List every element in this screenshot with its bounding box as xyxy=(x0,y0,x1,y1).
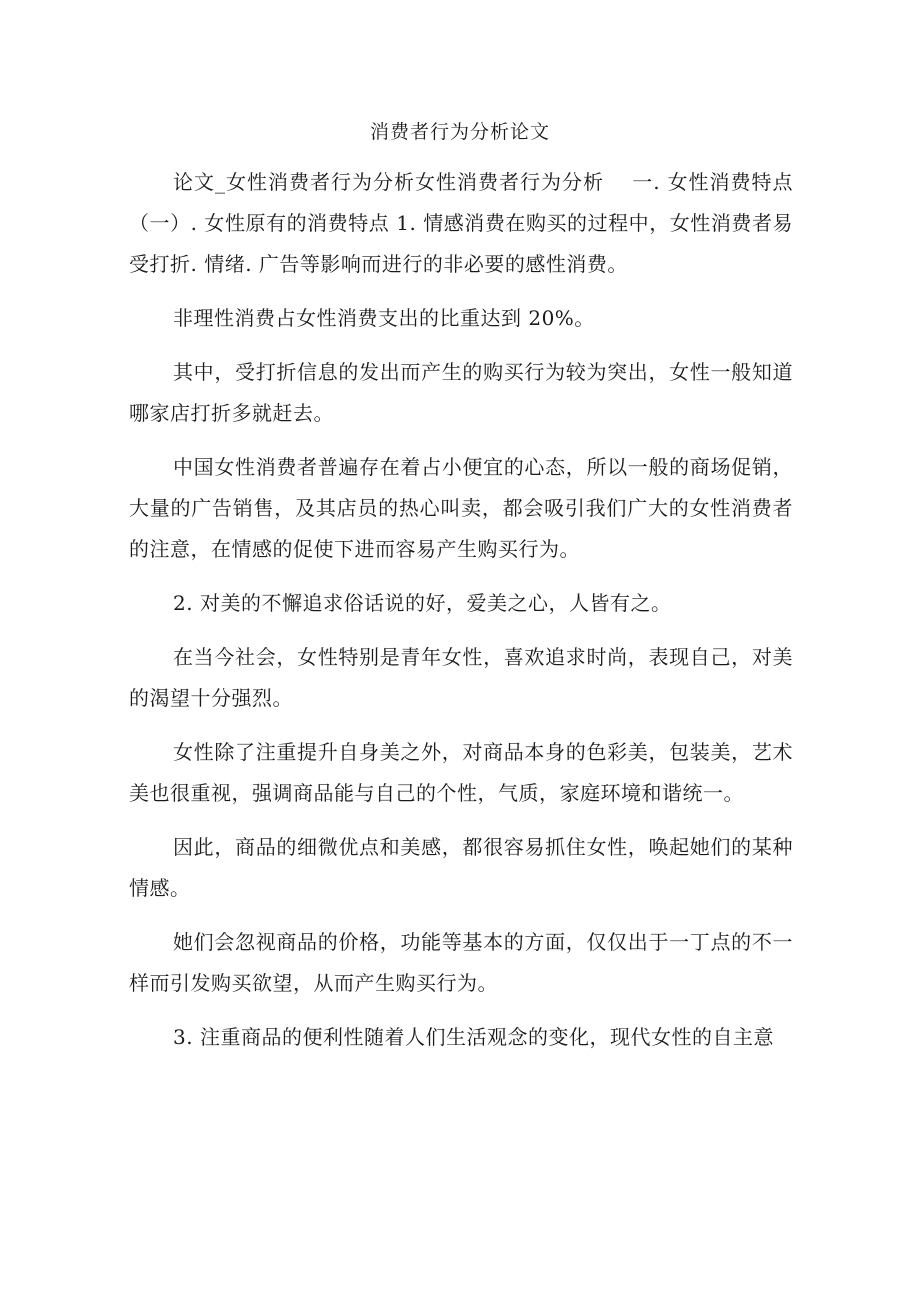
paragraph-10: 3. 注重商品的便利性随着人们生活观念的变化，现代女性的自主意 xyxy=(173,1025,774,1049)
document-title: 消费者行为分析论文 xyxy=(369,121,550,143)
paragraph-3: 其中，受打折信息的发出而产生的购买行为较为突出，女性一般知道哪家店打折多就赶去。 xyxy=(129,360,793,425)
document-body xyxy=(129,162,793,1071)
paragraph-8: 因此，商品的细微优点和美感，都很容易抓住女性，唤起她们的某种情感。 xyxy=(129,835,793,900)
paragraph-4: 中国女性消费者普遍存在着占小便宜的心态，所以一般的商场促销，大量的广告销售，及其店员的热心叫卖，都会吸引我们广大的女性消费者的注意，在情感的促使下进而容易产生购买行为。 xyxy=(129,455,793,561)
paragraph-9: 她们会忽视商品的价格，功能等基本的方面，仅仅出于一丁点的不一样而引发购买欲望，从而产生购买行为。 xyxy=(129,930,793,995)
paragraph-6: 在当今社会，女性特别是青年女性，喜欢追求时尚，表现自己，对美的渴望十分强烈。 xyxy=(129,645,793,710)
paragraph-7: 女性除了注重提升自身美之外，对商品本身的色彩美，包装美，艺术美也很重视，强调商品能与自己的个性，气质，家庭环境和谐统一。 xyxy=(129,740,793,805)
paragraph-2: 非理性消费占女性消费支出的比重达到 20%。 xyxy=(173,306,595,330)
paragraph-5: 2. 对美的不懈追求俗话说的好，爱美之心，人皆有之。 xyxy=(173,591,672,615)
paragraph-1: 论文_女性消费者行为分析女性消费者行为分析 一. 女性消费特点（一）. 女性原有的消费特点 1. 情感消费在购买的过程中，女性消费者易受打折. 情绪. 广告等影响而进行的非必要的感性消费。 xyxy=(129,170,793,276)
